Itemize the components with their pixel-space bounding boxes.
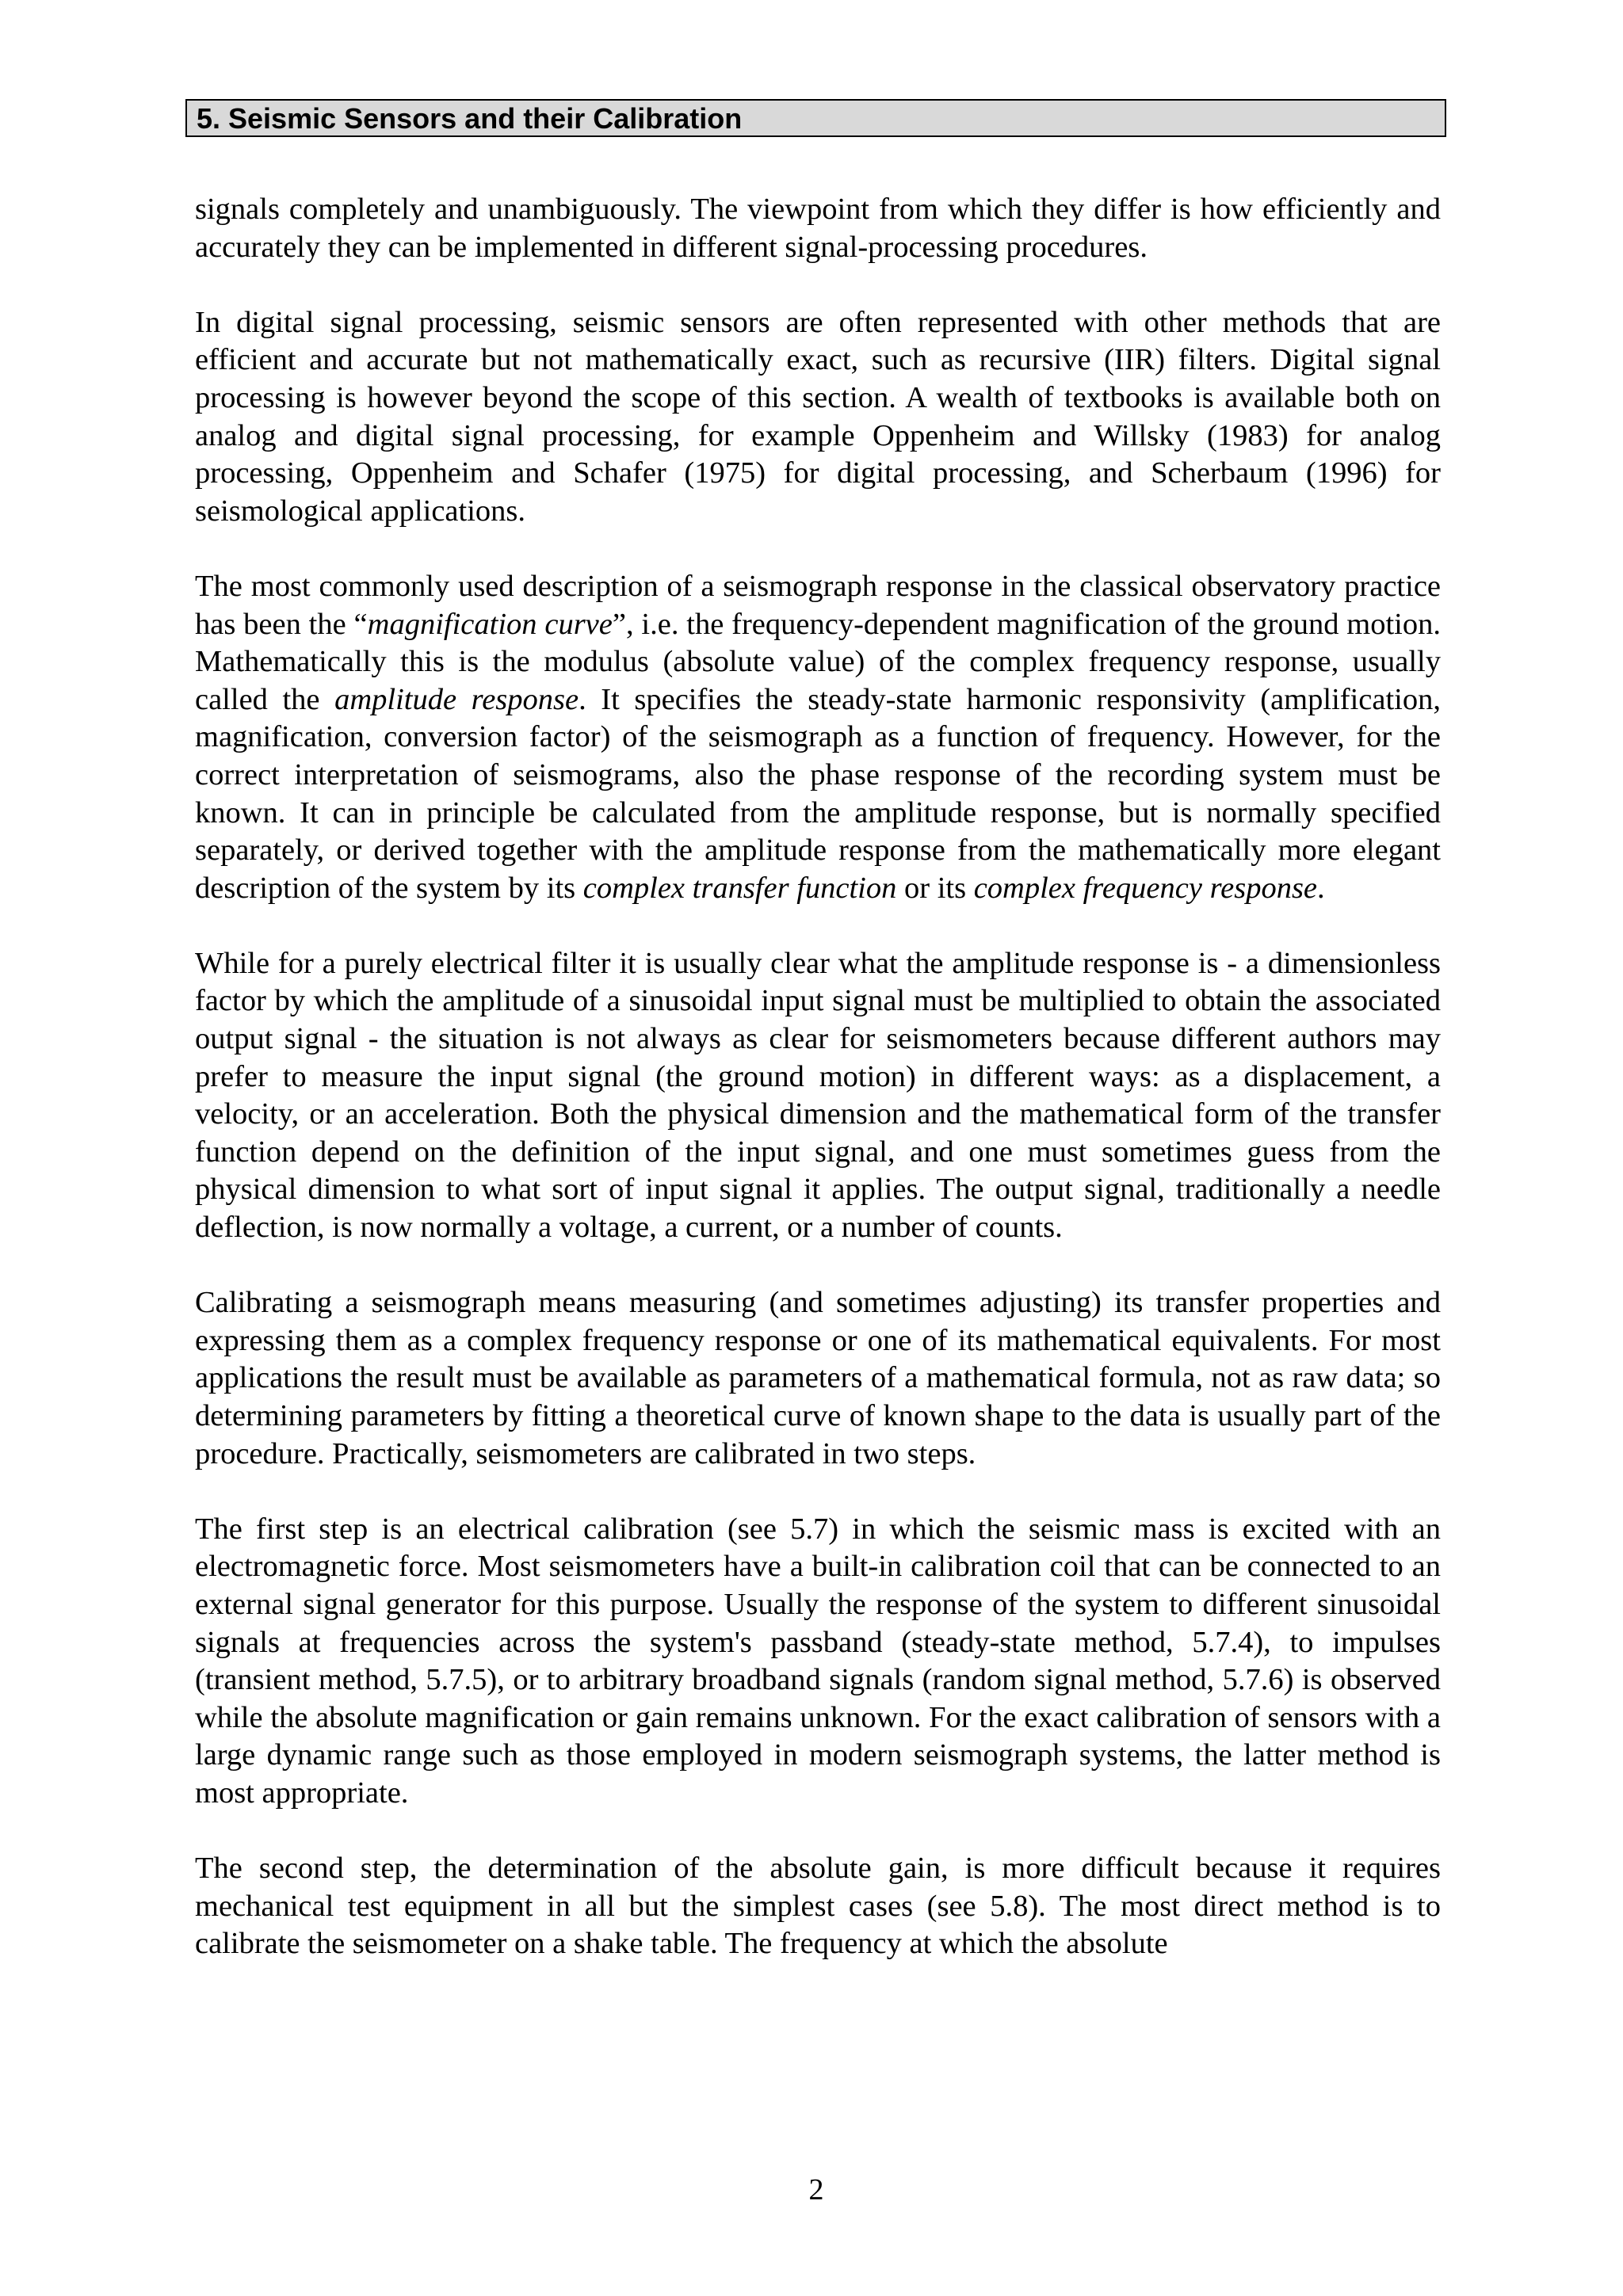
section-header-title: 5. Seismic Sensors and their Calibration [197, 102, 743, 135]
paragraph [195, 191, 1441, 266]
paragraph [195, 304, 1441, 531]
italic-term: magnification curve [367, 607, 613, 641]
section-header-box [185, 99, 1446, 137]
italic-term: complex frequency response [973, 871, 1318, 905]
italic-term: amplitude response [334, 682, 579, 716]
text-run: . It specifies the steady-state harmonic responsivity (amplification, magnification, conversion factor) of the seismograph as a function of frequency. However, for the correct interpretation of seismograms, also the phase response of the recording system must be known. It can in principle be calculated from the amplitude response, but is normally specified separately, or derived together with the amplitude response from the mathematically more elegant description of the system by its [195, 682, 1441, 905]
text-run: The second step, the determination of the absolute gain, is more difficult because it requires mechanical test equipment in all but the simplest cases (see 5.8). The most direct method is to calibrate the seismometer on a shake table. The frequency at which the absolute [195, 1852, 1441, 1961]
text-run: Calibrating a seismograph means measuring (and sometimes adjusting) its transfer properties and expressing them as a complex frequency response or one of its mathematical equivalents. For most applications the result must be available as parameters of a mathematical formula, not as raw data; so determining parameters by fitting a theoretical curve of known shape to the data is usually part of the procedure. Practically, seismometers are calibrated in two steps. [195, 1286, 1441, 1470]
paragraph [195, 1850, 1441, 1963]
page-number: 2 [808, 2173, 824, 2206]
paragraph [195, 1284, 1441, 1473]
paragraph [195, 568, 1441, 907]
paragraph [195, 945, 1441, 1247]
text-run: or its [896, 871, 974, 905]
text-run: signals completely and unambiguously. The viewpoint from which they differ is how efficiently and accurately they can be implemented in different signal-processing procedures. [195, 193, 1441, 264]
text-run: . [1317, 871, 1325, 905]
text-run: ”, i.e. the frequency-dependent magnification of the ground motion. Mathematically this is the modulus (absolute value) of the complex frequency response, usually called the [195, 607, 1441, 716]
italic-term: complex transfer function [582, 871, 897, 905]
text-run: The most commonly used description of a seismograph response in the classical observatory practice has been the “ [195, 569, 1441, 641]
paragraph [195, 1511, 1441, 1813]
text-run: In digital signal processing, seismic sensors are often represented with other methods that are efficient and accurate but not mathematically exact, such as recursive (IIR) filters. Digital signal processing is however beyond the scope of this section. A wealth of textbooks is available both on analog and digital signal processing, for example Oppenheim and Willsky (1983) for analog processing, Oppenheim and Schafer (1975) for digital processing, and Scherbaum (1996) for seismological applications. [195, 305, 1441, 528]
text-run: While for a purely electrical filter it is usually clear what the amplitude response is - a dimensionless factor by which the amplitude of a sinusoidal input signal must be multiplied to obtain the associated output signal - the situation is not always as clear for seismometers because different authors may prefer to measure the input signal (the ground motion) in different ways: as a displacement, a velocity, or an acceleration. Both the physical dimension and the mathematical form of the transfer function depend on the definition of the input signal, and one must sometimes guess from the physical dimension to what sort of input signal it applies. The output signal, traditionally a needle deflection, is now normally a voltage, a current, or a number of counts. [195, 946, 1441, 1245]
body-text [195, 191, 1441, 1963]
text-run: The first step is an electrical calibration (see 5.7) in which the seismic mass is excited with an electromagnetic force. Most seismometers have a built-in calibration coil that can be connected to an external signal generator for this purpose. Usually the response of the system to different sinusoidal signals at frequencies across the system's passband (steady-state method, 5.7.4), to impulses (transient method, 5.7.5), or to arbitrary broadband signals (random signal method, 5.7.6) is observed while the absolute magnification or gain remains unknown. For the exact calibration of sensors with a large dynamic range such as those employed in modern seismograph systems, the latter method is most appropriate. [195, 1512, 1441, 1810]
